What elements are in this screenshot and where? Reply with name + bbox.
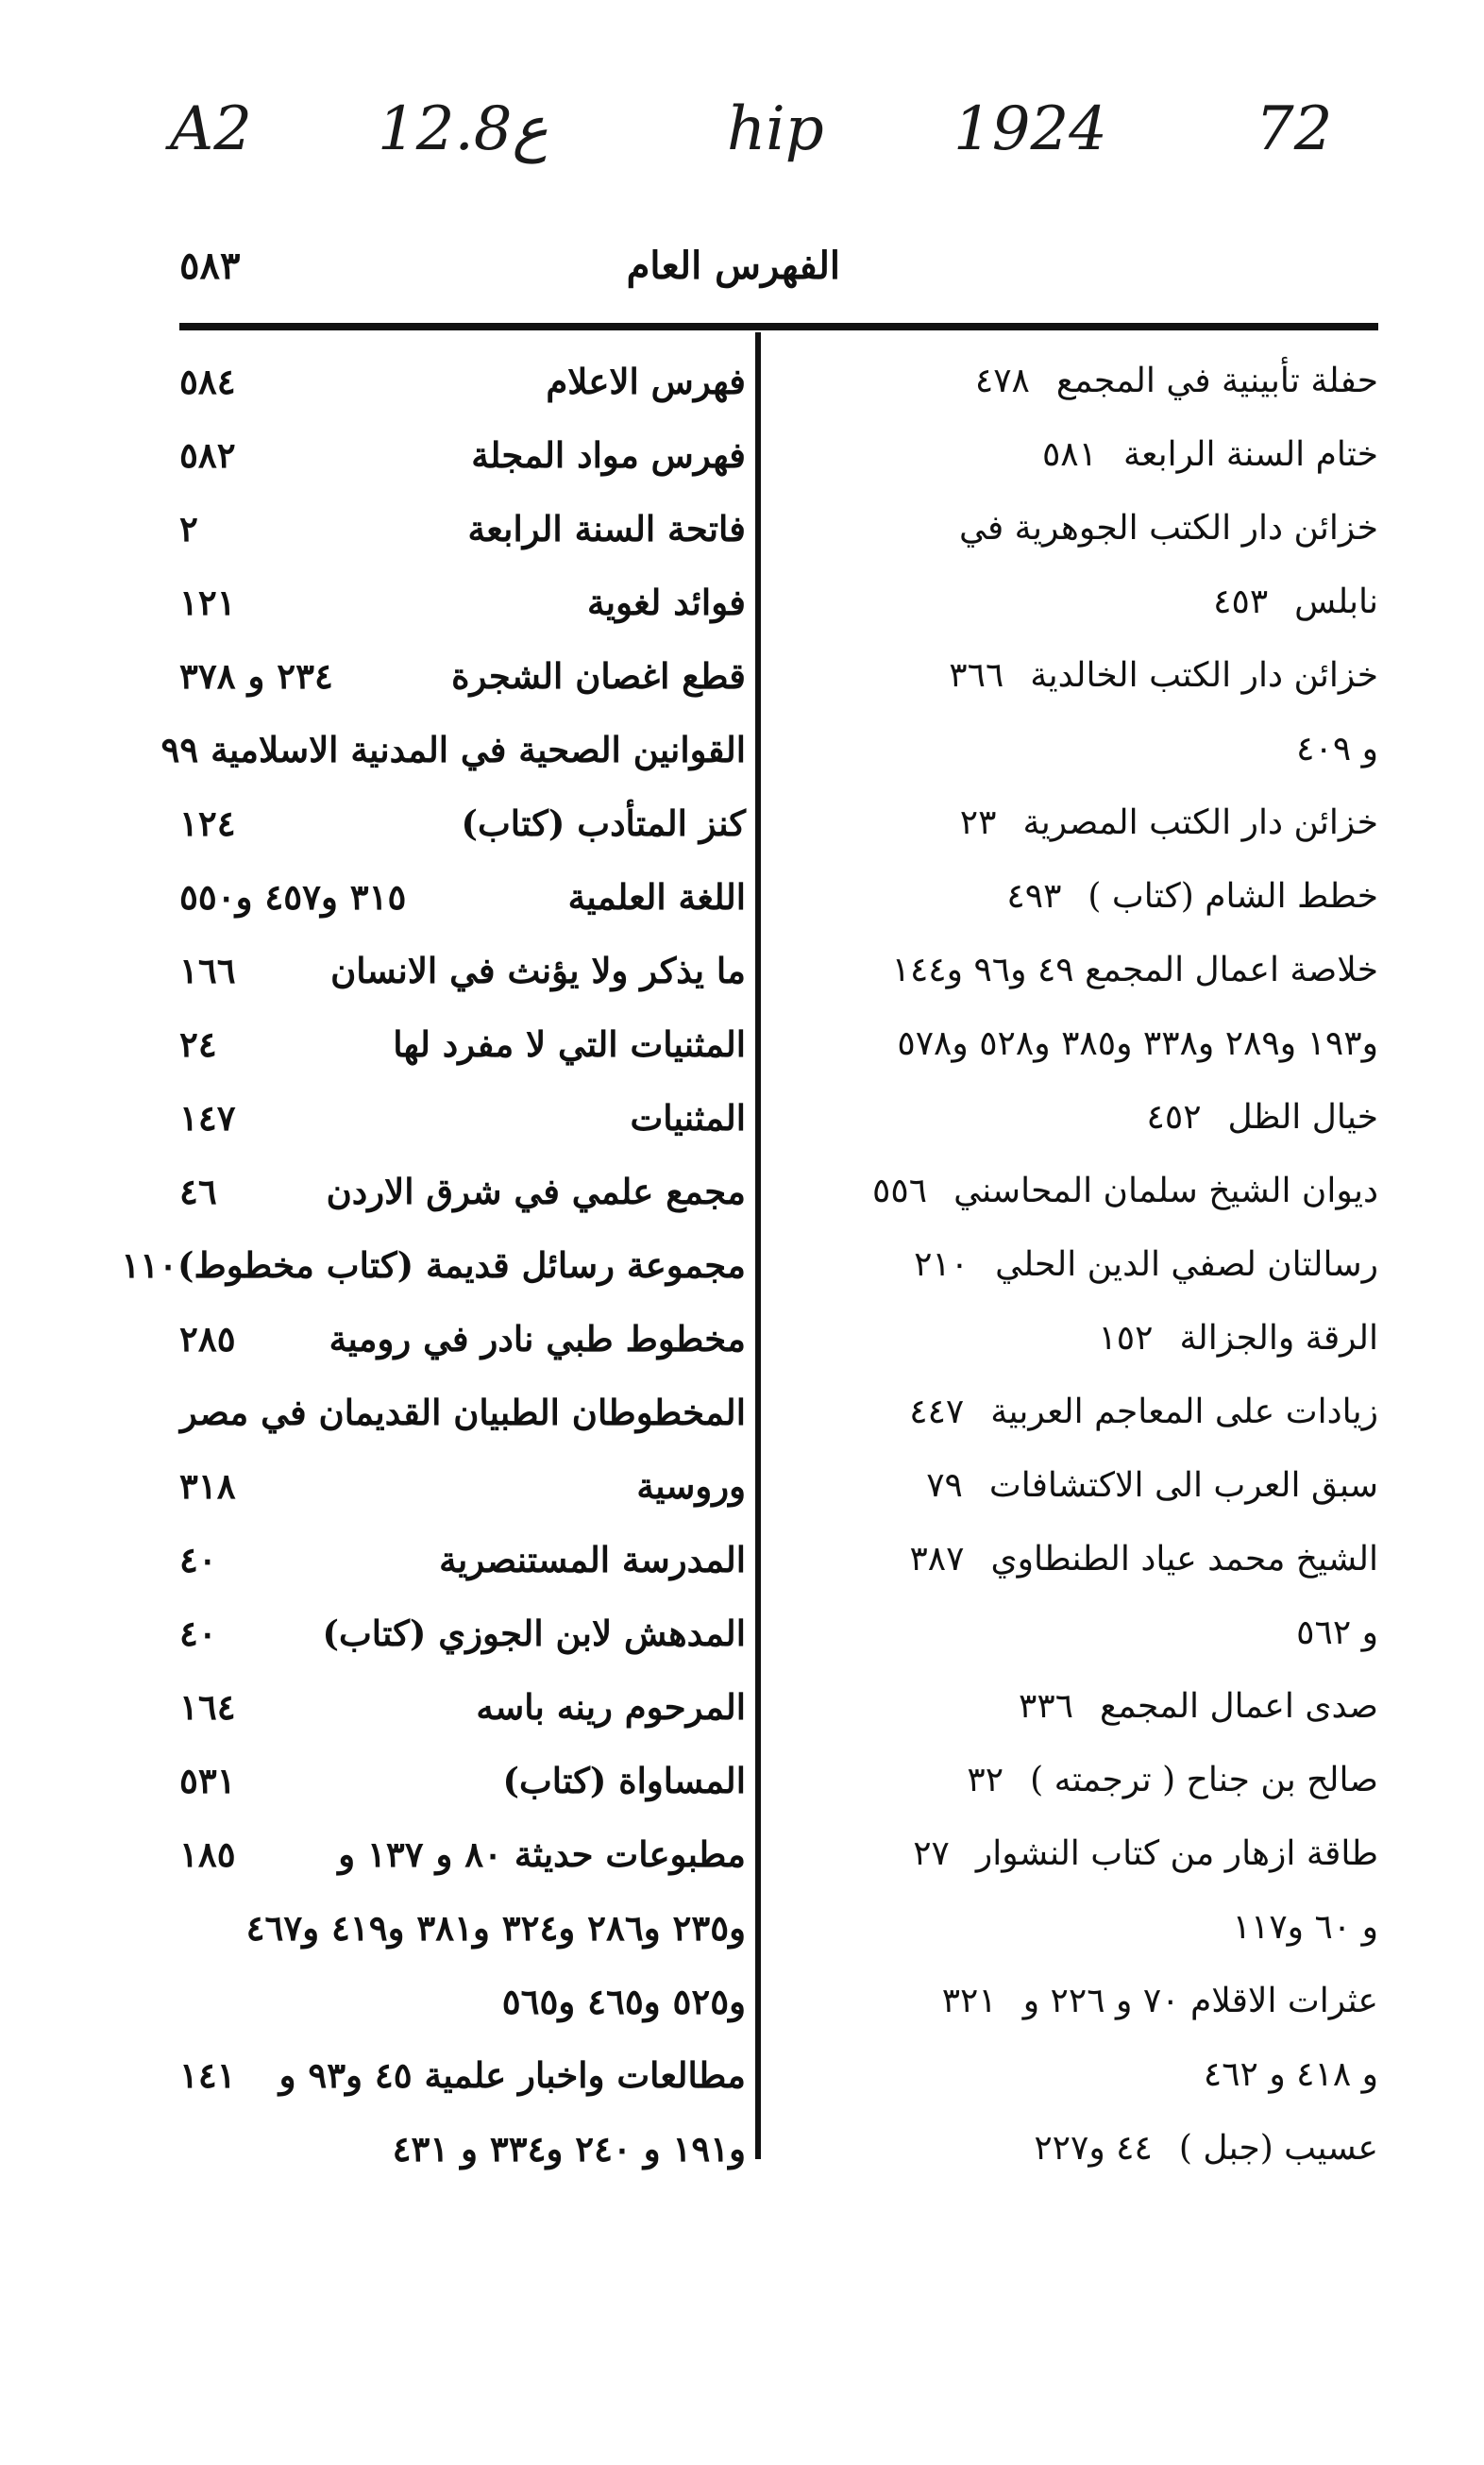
entry-title: القوانين الصحية في المدنية الاسلامية ٩٩ [160, 729, 746, 770]
entry-title: و ٥٦٢ [1296, 1613, 1378, 1652]
handwritten-mark-3: hip [727, 94, 824, 164]
entry-title: و١٩٣ و٢٨٩ و٣٣٨ و٣٨٥ و٥٢٨ و٥٧٨ [897, 1024, 1378, 1063]
entry-title: طاقة ازهار من كتاب النشوار [975, 1834, 1378, 1873]
index-entry [780, 1228, 1378, 1302]
index-entry [780, 418, 1378, 492]
entry-pages: ١٦٦ [179, 950, 236, 991]
index-entry [780, 1302, 1378, 1376]
entry-pages: ٣٣٦ [1019, 1687, 1074, 1726]
index-entry [179, 1817, 746, 1891]
entry-pages: ٣٢ [967, 1761, 1004, 1799]
entry-pages: ٣١٨ [179, 1465, 236, 1507]
index-entry [780, 1449, 1378, 1523]
index-entry [179, 418, 746, 492]
left-column [121, 345, 746, 2186]
entry-title: خطط الشام (كتاب ) [1088, 877, 1378, 916]
index-entry [780, 1081, 1378, 1155]
entry-title: ختام السنة الرابعة [1122, 435, 1378, 474]
entry-title: مطبوعات حديثة ٨٠ و ١٣٧ و [338, 1833, 746, 1875]
index-entry [780, 1376, 1378, 1449]
entry-title: خلاصة اعمال المجمع ٤٩ و٩٦ و١٤٤ [891, 951, 1378, 989]
index-entry [179, 1523, 746, 1596]
index-entry [780, 1007, 1378, 1081]
page-title: الفهرس العام [626, 244, 840, 288]
entry-pages: ٥٣١ [179, 1760, 236, 1801]
entry-title: نابلس [1294, 582, 1378, 621]
index-entry [179, 639, 746, 713]
index-entry [179, 492, 746, 566]
entry-title: و ٤٠٩ [1296, 730, 1378, 768]
entry-title: الشيخ محمد عياد الطنطاوي [990, 1540, 1378, 1579]
entry-pages: ٤٥٢ [1146, 1098, 1202, 1137]
entry-pages: ٣٢١ [941, 1982, 997, 2020]
entry-pages: ١٨٥ [179, 1833, 236, 1875]
entry-title: و ٦٠ و١١٧ [1232, 1908, 1378, 1947]
entry-pages: ١٤١ [179, 2054, 236, 2096]
index-entry [179, 345, 746, 418]
entry-pages: ١٤٧ [179, 1097, 236, 1139]
entry-pages: ٤٦ [179, 1171, 217, 1212]
index-entry [780, 2112, 1378, 2186]
index-entry [179, 1449, 746, 1523]
entry-title: فوائد لغوية [586, 582, 746, 623]
index-entry [780, 786, 1378, 860]
entry-title: ديوان الشيخ سلمان المحاسني [953, 1172, 1378, 1210]
entry-title: سبق العرب الى الاكتشافات [988, 1466, 1378, 1505]
running-header [179, 244, 1378, 310]
entry-pages: ٤٥٣ [1213, 582, 1269, 621]
handwritten-mark-4: 1924 [953, 94, 1107, 164]
index-entry [179, 1891, 746, 1965]
index-entry [179, 1155, 746, 1228]
entry-pages: ٢٨٥ [179, 1318, 236, 1359]
entry-pages: ٥٨١ [1041, 435, 1097, 474]
index-entry [179, 1596, 746, 1670]
entry-title: مطالعات واخبار علمية ٤٥ و٩٣ و [278, 2054, 746, 2096]
handwritten-mark-1: A2 [170, 94, 252, 164]
index-entry [780, 492, 1378, 566]
index-entry [121, 1228, 746, 1302]
index-entry [179, 1744, 746, 1817]
entry-title: و ٤١٨ و ٤٦٢ [1203, 2055, 1378, 2094]
entry-title: مخطوط طبي نادر في رومية [329, 1318, 746, 1359]
entry-pages: ٢٤ [179, 1023, 217, 1065]
index-entry [780, 2038, 1378, 2112]
entry-title: خزائن دار الكتب الجوهرية في [959, 509, 1378, 548]
index-entry [160, 713, 746, 786]
entry-title: مجموعة رسائل قديمة (كتاب مخطوط) [177, 1244, 746, 1286]
entry-title: صالح بن جناح ( ترجمته ) [1030, 1761, 1378, 1799]
index-entry [780, 1155, 1378, 1228]
entry-title: صدى اعمال المجمع [1100, 1687, 1378, 1726]
header-rule [179, 323, 1378, 330]
entry-pages: ٥٨٢ [179, 434, 236, 476]
entry-title: المرحوم رينه باسه [476, 1686, 746, 1728]
entry-pages: ٣١٥ و٤٥٧ و٥٥٠ [179, 876, 407, 918]
entry-pages: ١٥٢ [1098, 1319, 1154, 1358]
entry-title: عثرات الاقلام ٧٠ و ٢٢٦ و [1022, 1982, 1378, 2020]
entry-title: رسالتان لصفي الدين الحلي [995, 1245, 1378, 1284]
entry-title: الرقة والجزالة [1179, 1319, 1378, 1358]
entry-pages: ١٦٤ [179, 1686, 236, 1728]
page-number: ٥٨٣ [179, 244, 241, 288]
index-entry [780, 1523, 1378, 1596]
entry-pages: ٤٠ [179, 1539, 217, 1580]
entry-title: المساواة (كتاب) [502, 1760, 746, 1801]
index-entry [179, 1965, 746, 2038]
index-entry [179, 1007, 746, 1081]
entry-title: حفلة تأبينية في المجمع [1055, 362, 1378, 400]
entry-title: فهرس الاعلام [546, 361, 746, 402]
entry-title: اللغة العلمية [567, 876, 746, 918]
handwritten-mark-5: 72 [1256, 94, 1333, 164]
index-entry [780, 1891, 1378, 1965]
entry-title: المدرسة المستنصرية [439, 1539, 746, 1580]
entry-title: المثنيات التي لا مفرد لها [393, 1023, 746, 1065]
entry-pages: ٢٣٤ و ٣٧٨ [179, 655, 333, 697]
right-column [780, 345, 1378, 2186]
index-entry [179, 2112, 746, 2186]
entry-pages: ٧٩ [926, 1466, 963, 1505]
entry-pages: ١٢١ [179, 582, 236, 623]
entry-pages: ٢١٠ [914, 1245, 970, 1284]
entry-title: فهرس مواد المجلة [471, 434, 746, 476]
index-entry [179, 1670, 746, 1744]
entry-pages: ٢ [179, 508, 198, 549]
index-entry [780, 934, 1378, 1007]
index-entry [780, 1744, 1378, 1817]
entry-title: المثنيات [630, 1097, 746, 1139]
index-entry [179, 566, 746, 639]
entry-title: و٥٢٥ و٤٦٥ و٥٦٥ [501, 1981, 746, 2022]
entry-pages: ٥٥٦ [872, 1172, 928, 1210]
index-entry [179, 2038, 746, 2112]
index-entry [780, 1596, 1378, 1670]
index-entry [780, 566, 1378, 639]
entry-title: خيال الظل [1227, 1098, 1378, 1137]
index-entry [780, 1965, 1378, 2038]
index-entry [780, 639, 1378, 713]
index-entry [179, 860, 746, 934]
entry-pages: ٣٨٧ [909, 1540, 965, 1579]
index-entry [780, 713, 1378, 786]
entry-pages: ٢٣ [959, 803, 997, 842]
entry-title: و٢٣٥ و٢٨٦ و٣٢٤ و٣٨١ و٤١٩ و٤٦٧ [245, 1907, 746, 1949]
entry-pages: ٢٧ [913, 1834, 950, 1873]
entry-pages: ١٢٤ [179, 802, 236, 844]
index-entry [179, 1302, 746, 1376]
entry-title: و١٩١ و ٢٤٠ و٣٣٤ و ٤٣١ [392, 2128, 746, 2170]
entry-title: وروسية [636, 1465, 746, 1507]
entry-title: عسيب (جبل ) [1178, 2129, 1378, 2168]
handwritten-mark-2: 12.8ع [378, 94, 548, 164]
column-divider [755, 332, 761, 2159]
entry-title: زيادات على المعاجم العربية [990, 1393, 1378, 1431]
index-entry [780, 345, 1378, 418]
entry-pages: ٤٧٨ [974, 362, 1030, 400]
index-entry [179, 786, 746, 860]
entry-pages: ٤٩٣ [1006, 877, 1062, 916]
entry-title: خزائن دار الكتب المصرية [1022, 803, 1378, 842]
entry-title: قطع اغصان الشجرة [451, 655, 746, 697]
index-entry [179, 1376, 746, 1449]
entry-pages: ٥٨٤ [179, 361, 236, 402]
entry-pages: ٣٦٦ [949, 656, 1004, 695]
index-entry [179, 1081, 746, 1155]
entry-title: المخطوطان الطبيان القديمان في مصر [179, 1392, 746, 1433]
entry-title: مجمع علمي في شرق الاردن [326, 1171, 746, 1212]
entry-pages: ٤٠ [179, 1612, 217, 1654]
index-entry [179, 934, 746, 1007]
entry-title: فاتحة السنة الرابعة [467, 508, 746, 549]
index-entry [780, 1670, 1378, 1744]
entry-pages: ٤٤ و٢٢٧ [1034, 2129, 1153, 2168]
index-entry [780, 1817, 1378, 1891]
entry-title: المدهش لابن الجوزي (كتاب) [322, 1612, 746, 1654]
entry-title: ما يذكر ولا يؤنث في الانسان [330, 950, 746, 991]
entry-title: كنز المتأدب (كتاب) [461, 802, 746, 844]
handwritten-annotation [142, 94, 1378, 189]
entry-pages: ١١٠ [121, 1244, 177, 1286]
entry-title: خزائن دار الكتب الخالدية [1030, 656, 1378, 695]
entry-pages: ٤٤٧ [909, 1393, 965, 1431]
index-entry [780, 860, 1378, 934]
